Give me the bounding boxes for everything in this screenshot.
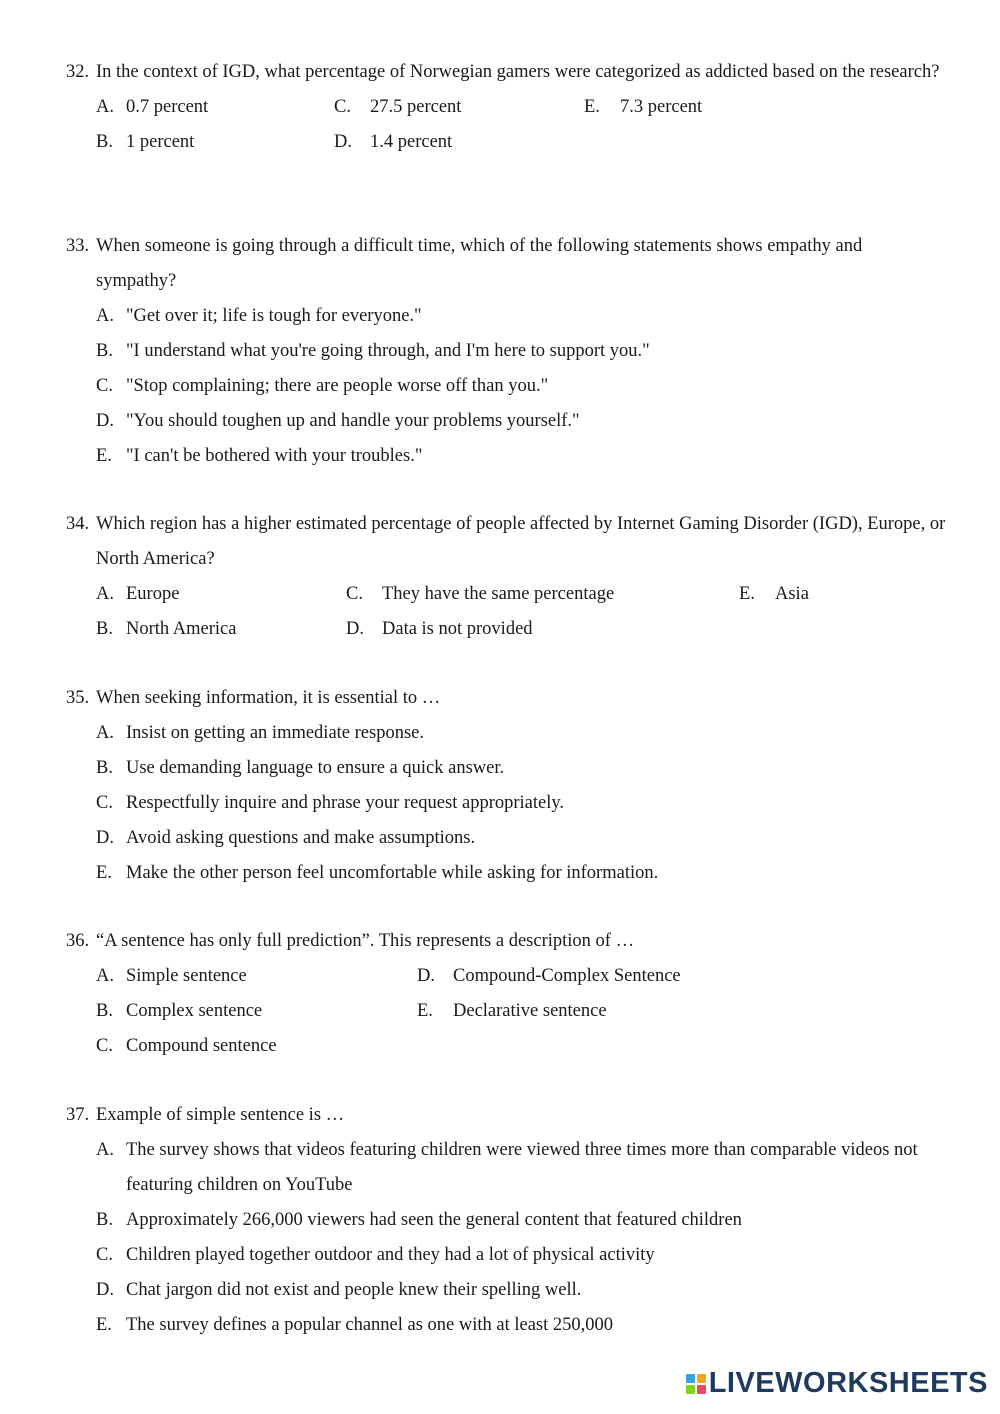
question-text: Which region has a higher estimated percentage of people affected by Internet Gaming Disorder (IGD), Europe, or North America? xyxy=(96,514,946,569)
option-letter: B. xyxy=(96,1001,113,1021)
question-number: 35. xyxy=(66,688,90,708)
option-text: "Stop complaining; there are people worse off than you." xyxy=(126,376,549,396)
question-text: When someone is going through a difficult time, which of the following statements shows empathy and sympathy? xyxy=(96,236,863,291)
options-grid xyxy=(96,90,946,160)
question-33 xyxy=(66,229,946,474)
option-letter: B. xyxy=(96,341,113,361)
option-b[interactable] xyxy=(96,751,946,786)
question-number: 32. xyxy=(66,62,90,82)
option-d[interactable] xyxy=(96,1273,946,1308)
option-text: 1.4 percent xyxy=(370,132,453,152)
option-letter: A. xyxy=(96,1140,114,1160)
option-d[interactable] xyxy=(417,959,681,994)
option-letter: C. xyxy=(96,793,113,813)
option-text: "I understand what you're going through, and I'm here to support you." xyxy=(126,341,650,361)
option-c[interactable] xyxy=(96,1029,277,1064)
option-letter: D. xyxy=(346,619,364,639)
question-35 xyxy=(66,681,946,891)
option-e[interactable] xyxy=(96,439,946,474)
option-a[interactable] xyxy=(96,299,946,334)
option-text: Compound sentence xyxy=(126,1036,277,1056)
option-e[interactable] xyxy=(584,90,702,125)
option-b[interactable] xyxy=(96,334,946,369)
logo-square-4 xyxy=(697,1385,706,1394)
option-c[interactable] xyxy=(96,786,946,821)
option-text: 1 percent xyxy=(126,132,195,152)
option-e[interactable] xyxy=(739,577,809,612)
question-37 xyxy=(66,1098,946,1343)
question-text: In the context of IGD, what percentage of Norwegian gamers were categorized as addicted based on the research? xyxy=(96,62,940,82)
option-text: North America xyxy=(126,619,237,639)
option-letter: B. xyxy=(96,1210,113,1230)
option-e[interactable] xyxy=(96,1308,946,1343)
option-e[interactable] xyxy=(417,994,607,1029)
option-text: Approximately 266,000 viewers had seen the general content that featured children xyxy=(126,1210,742,1230)
option-b[interactable] xyxy=(96,1203,946,1238)
option-letter: E. xyxy=(417,1001,433,1021)
option-letter: C. xyxy=(96,1036,113,1056)
logo-square-2 xyxy=(697,1374,706,1383)
liveworksheets-logo xyxy=(686,1367,988,1400)
question-text: Example of simple sentence is … xyxy=(96,1105,345,1125)
options-grid xyxy=(96,577,946,647)
option-text: Asia xyxy=(775,584,809,604)
option-letter: A. xyxy=(96,97,114,117)
option-text: Simple sentence xyxy=(126,966,247,986)
logo-mark-icon xyxy=(686,1374,706,1394)
option-text: 0.7 percent xyxy=(126,97,209,117)
option-text: Make the other person feel uncomfortable while asking for information. xyxy=(126,863,659,883)
option-text: "Get over it; life is tough for everyone." xyxy=(126,306,422,326)
question-36 xyxy=(66,924,946,1064)
option-letter: A. xyxy=(96,306,114,326)
option-c[interactable] xyxy=(334,90,461,125)
option-text: Avoid asking questions and make assumptions. xyxy=(126,828,476,848)
option-letter: C. xyxy=(346,584,363,604)
question-stem xyxy=(66,681,946,716)
option-letter: A. xyxy=(96,584,114,604)
options-grid xyxy=(96,959,946,1064)
question-number: 37. xyxy=(66,1105,90,1125)
option-d[interactable] xyxy=(346,612,533,647)
question-34 xyxy=(66,507,946,647)
option-a[interactable] xyxy=(96,577,179,612)
option-letter: E. xyxy=(584,97,600,117)
option-text: 27.5 percent xyxy=(370,97,462,117)
option-letter: B. xyxy=(96,758,113,778)
option-letter: E. xyxy=(96,1315,112,1335)
option-text: Children played together outdoor and they had a lot of physical activity xyxy=(126,1245,655,1265)
question-stem xyxy=(66,229,946,299)
option-letter: E. xyxy=(739,584,755,604)
option-c[interactable] xyxy=(96,1238,946,1273)
option-letter: B. xyxy=(96,619,113,639)
logo-square-3 xyxy=(686,1385,695,1394)
option-letter: C. xyxy=(96,1245,113,1265)
option-a[interactable] xyxy=(96,90,208,125)
question-number: 34. xyxy=(66,514,90,534)
option-text: Declarative sentence xyxy=(453,1001,607,1021)
question-text: When seeking information, it is essential to … xyxy=(96,688,441,708)
option-letter: A. xyxy=(96,966,114,986)
option-text: Respectfully inquire and phrase your request appropriately. xyxy=(126,793,565,813)
option-d[interactable] xyxy=(334,125,452,160)
option-text: Use demanding language to ensure a quick answer. xyxy=(126,758,505,778)
question-number: 33. xyxy=(66,236,90,256)
option-a[interactable] xyxy=(96,959,247,994)
option-letter: C. xyxy=(96,376,113,396)
option-b[interactable] xyxy=(96,612,236,647)
question-stem xyxy=(66,924,946,959)
option-c[interactable] xyxy=(96,369,946,404)
option-text: Insist on getting an immediate response. xyxy=(126,723,424,743)
option-a[interactable] xyxy=(96,716,946,751)
option-a[interactable] xyxy=(96,1133,946,1203)
option-text: The survey defines a popular channel as one with at least 250,000 xyxy=(126,1315,614,1335)
question-stem xyxy=(66,1098,946,1133)
question-text: “A sentence has only full prediction”. This represents a description of … xyxy=(96,931,635,951)
option-text: Compound-Complex Sentence xyxy=(453,966,681,986)
option-letter: B. xyxy=(96,132,113,152)
logo-text: LIVEWORKSHEETS xyxy=(708,1367,988,1399)
question-32 xyxy=(66,55,946,160)
option-c[interactable] xyxy=(346,577,614,612)
option-letter: E. xyxy=(96,446,112,466)
question-stem xyxy=(66,507,946,577)
option-text: The survey shows that videos featuring children were viewed three times more than comparable videos not featuring children on YouTube xyxy=(126,1140,918,1195)
option-letter: D. xyxy=(334,132,352,152)
option-text: "I can't be bothered with your troubles." xyxy=(126,446,423,466)
option-b[interactable] xyxy=(96,994,262,1029)
option-text: Data is not provided xyxy=(382,619,533,639)
option-b[interactable] xyxy=(96,125,194,160)
option-letter: A. xyxy=(96,723,114,743)
option-e[interactable] xyxy=(96,856,946,891)
option-letter: E. xyxy=(96,863,112,883)
option-text: Europe xyxy=(126,584,180,604)
question-stem xyxy=(66,55,946,90)
option-d[interactable] xyxy=(96,404,946,439)
option-text: They have the same percentage xyxy=(382,584,615,604)
option-text: Complex sentence xyxy=(126,1001,263,1021)
option-text: 7.3 percent xyxy=(620,97,703,117)
option-d[interactable] xyxy=(96,821,946,856)
logo-square-1 xyxy=(686,1374,695,1383)
option-letter: D. xyxy=(96,411,114,431)
question-number: 36. xyxy=(66,931,90,951)
option-letter: C. xyxy=(334,97,351,117)
option-letter: D. xyxy=(96,1280,114,1300)
option-letter: D. xyxy=(96,828,114,848)
option-text: "You should toughen up and handle your problems yourself." xyxy=(126,411,580,431)
option-letter: D. xyxy=(417,966,435,986)
option-text: Chat jargon did not exist and people knew their spelling well. xyxy=(126,1280,582,1300)
